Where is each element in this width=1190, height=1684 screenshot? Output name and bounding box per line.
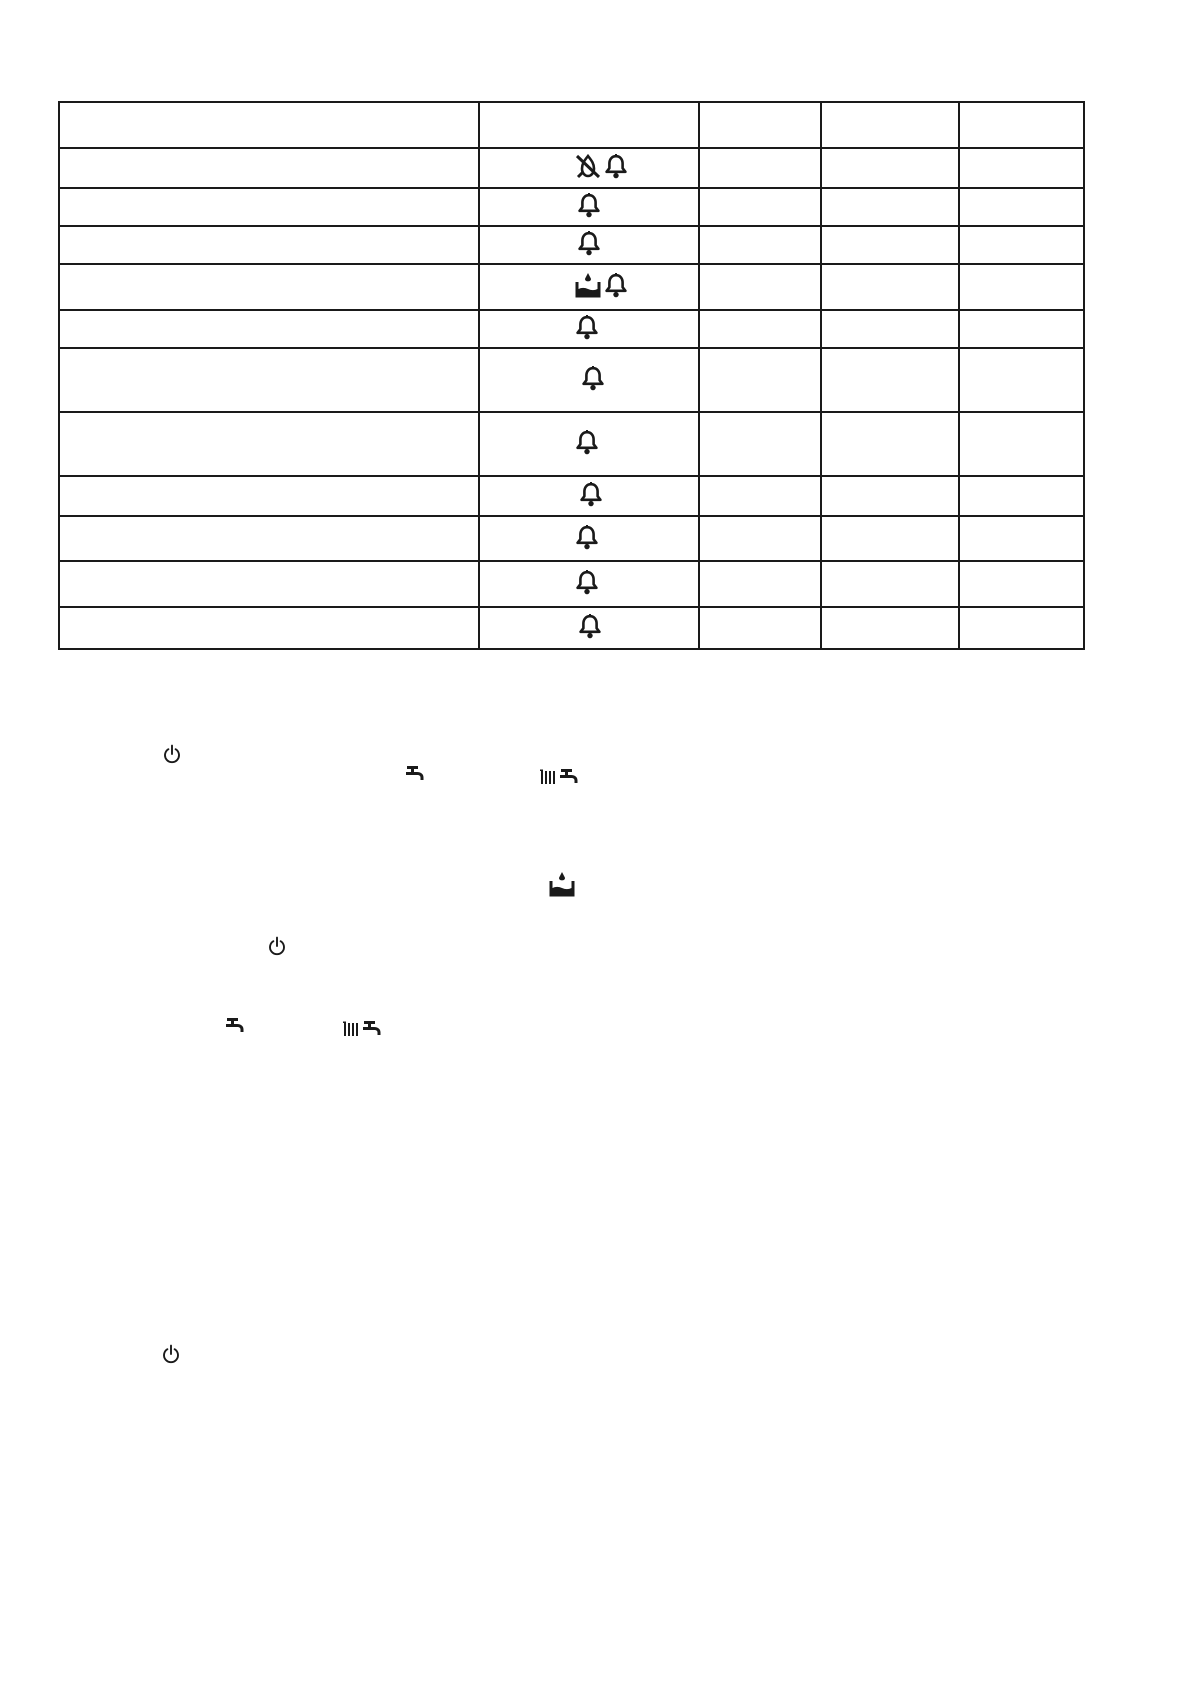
value-cell <box>821 264 959 310</box>
value-cell <box>699 607 821 649</box>
value-cell <box>699 310 821 348</box>
table-row <box>59 516 1084 561</box>
value-cell <box>959 476 1084 516</box>
value-cell <box>821 561 959 607</box>
bell-icon <box>578 613 602 639</box>
radiator-tap-icon <box>343 1019 383 1037</box>
bell-icon <box>577 192 601 218</box>
power-icon <box>163 744 181 764</box>
value-cell <box>699 188 821 226</box>
table-row <box>59 348 1084 412</box>
tap-icon <box>225 1016 247 1034</box>
display-symbol-cell <box>479 561 699 607</box>
water-fill-icon <box>548 870 576 898</box>
radiator-tap-icon <box>540 767 580 785</box>
symbol-group <box>579 481 603 507</box>
value-cell <box>699 264 821 310</box>
power-icon <box>268 936 286 956</box>
bell-icon <box>604 272 628 298</box>
radiator-tap-icon <box>343 1019 383 1037</box>
bell-icon <box>581 365 605 391</box>
bell-icon <box>604 153 628 179</box>
description-cell <box>59 607 479 649</box>
description-cell <box>59 148 479 188</box>
display-symbol-cell <box>479 264 699 310</box>
description-cell <box>59 476 479 516</box>
value-cell <box>821 226 959 264</box>
no-flame-icon <box>574 153 602 179</box>
value-cell <box>821 476 959 516</box>
value-cell <box>821 148 959 188</box>
display-symbol-cell <box>479 412 699 476</box>
bell-icon <box>577 230 601 256</box>
header-cell-1 <box>59 102 479 148</box>
radiator-tap-icon <box>540 767 580 785</box>
description-cell <box>59 516 479 561</box>
value-cell <box>699 561 821 607</box>
table-row <box>59 476 1084 516</box>
power-icon <box>162 1344 180 1364</box>
value-cell <box>821 310 959 348</box>
bell-icon <box>575 429 599 455</box>
value-cell <box>699 412 821 476</box>
table-row <box>59 264 1084 310</box>
value-cell <box>959 607 1084 649</box>
table-row <box>59 561 1084 607</box>
display-symbol-cell <box>479 607 699 649</box>
table-row <box>59 607 1084 649</box>
water-fill-icon <box>574 271 602 299</box>
display-symbol-cell <box>479 516 699 561</box>
description-cell <box>59 348 479 412</box>
symbol-group <box>574 153 628 179</box>
symbol-group <box>575 429 599 455</box>
value-cell <box>821 607 959 649</box>
tap-icon <box>405 764 427 782</box>
bell-icon <box>579 481 603 507</box>
value-cell <box>821 188 959 226</box>
table-row <box>59 226 1084 264</box>
header-cell-2 <box>479 102 699 148</box>
symbol-group <box>577 230 601 256</box>
display-symbol-cell <box>479 310 699 348</box>
symbol-group <box>577 192 601 218</box>
symbol-group <box>581 365 605 391</box>
display-symbol-cell <box>479 226 699 264</box>
fault-code-table <box>58 101 1085 650</box>
symbol-group <box>575 524 599 550</box>
bell-icon <box>575 524 599 550</box>
value-cell <box>959 561 1084 607</box>
symbol-group <box>578 613 602 639</box>
value-cell <box>699 148 821 188</box>
description-cell <box>59 561 479 607</box>
description-cell <box>59 226 479 264</box>
symbol-group <box>575 314 599 340</box>
value-cell <box>959 226 1084 264</box>
water-fill-icon <box>548 870 576 898</box>
table-header-row <box>59 102 1084 148</box>
table-row <box>59 412 1084 476</box>
power-icon <box>163 744 181 764</box>
display-symbol-cell <box>479 348 699 412</box>
value-cell <box>959 188 1084 226</box>
description-cell <box>59 310 479 348</box>
value-cell <box>959 348 1084 412</box>
table-row <box>59 148 1084 188</box>
bell-icon <box>575 569 599 595</box>
value-cell <box>699 226 821 264</box>
symbol-group <box>575 569 599 595</box>
header-cell-5 <box>959 102 1084 148</box>
tap-icon <box>225 1016 247 1034</box>
value-cell <box>821 516 959 561</box>
value-cell <box>699 516 821 561</box>
value-cell <box>959 264 1084 310</box>
display-symbol-cell <box>479 476 699 516</box>
tap-icon <box>405 764 427 782</box>
description-cell <box>59 188 479 226</box>
value-cell <box>959 516 1084 561</box>
table-row <box>59 310 1084 348</box>
header-cell-3 <box>699 102 821 148</box>
value-cell <box>821 412 959 476</box>
header-cell-4 <box>821 102 959 148</box>
power-icon <box>268 936 286 956</box>
value-cell <box>699 348 821 412</box>
value-cell <box>821 348 959 412</box>
display-symbol-cell <box>479 148 699 188</box>
power-icon <box>162 1344 180 1364</box>
table-row <box>59 188 1084 226</box>
value-cell <box>959 310 1084 348</box>
value-cell <box>959 412 1084 476</box>
bell-icon <box>575 314 599 340</box>
description-cell <box>59 412 479 476</box>
symbol-group <box>574 271 628 299</box>
description-cell <box>59 264 479 310</box>
value-cell <box>699 476 821 516</box>
display-symbol-cell <box>479 188 699 226</box>
value-cell <box>959 148 1084 188</box>
